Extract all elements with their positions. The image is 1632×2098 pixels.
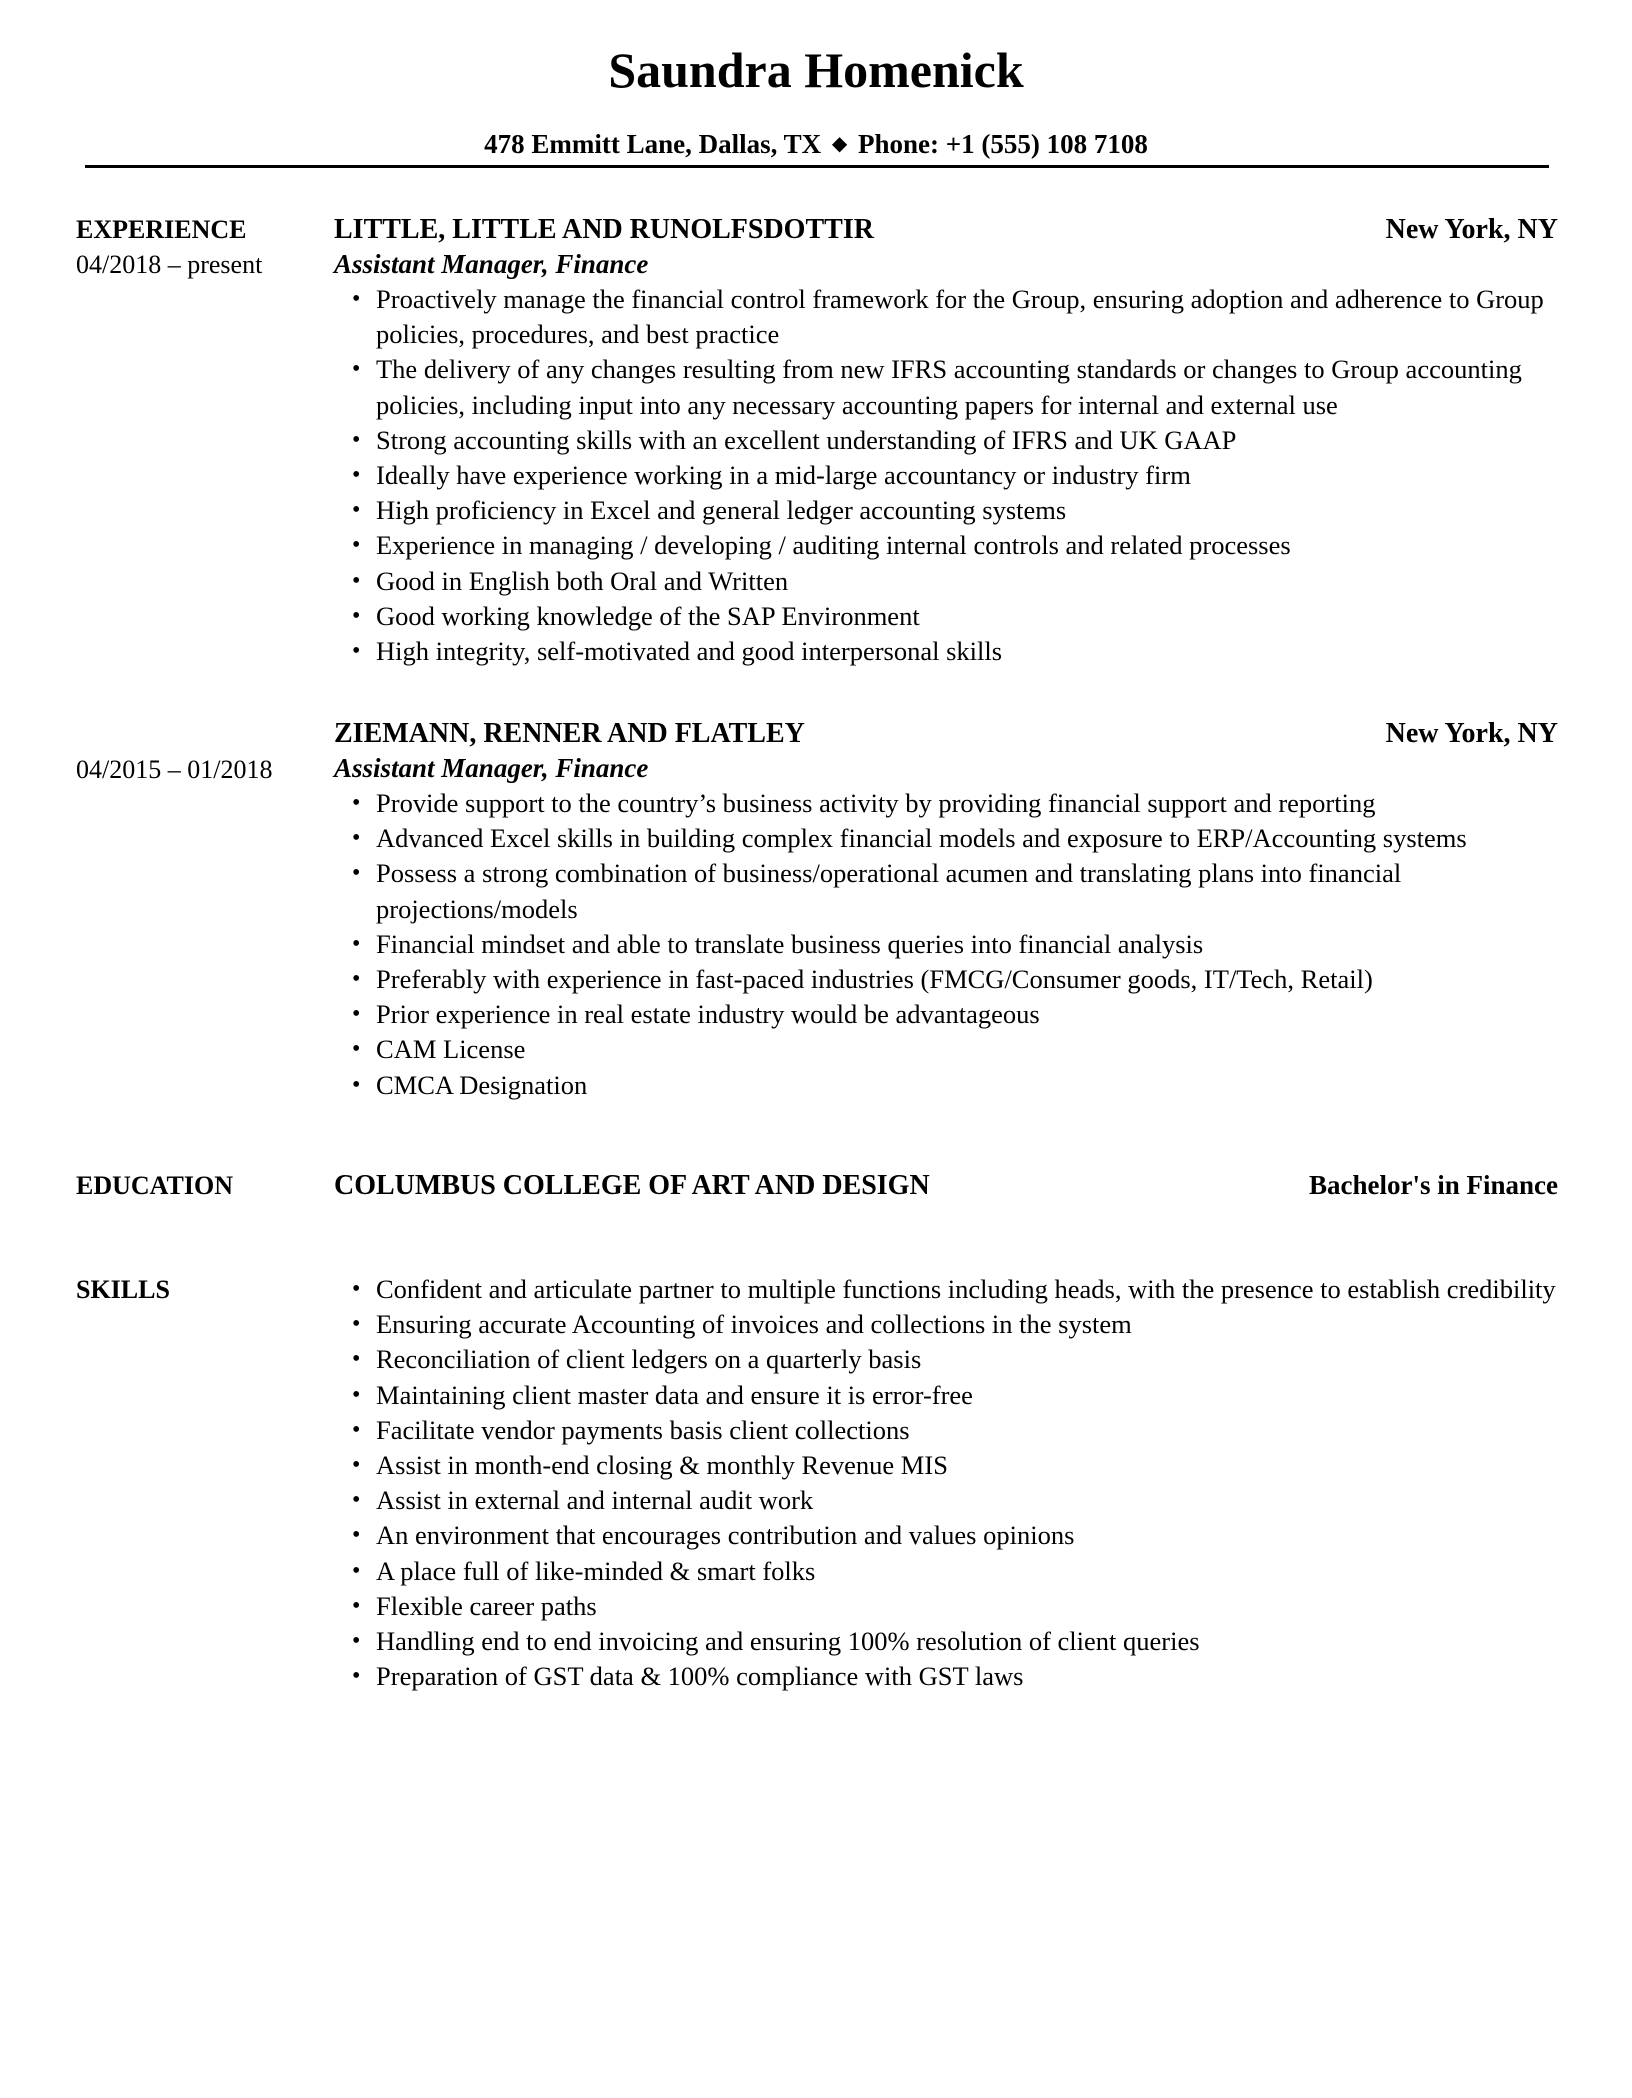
skill-item: • Handling end to end invoicing and ensuring 100% resolution of client queries	[376, 1624, 1558, 1659]
bullet-item: • Experience in managing / developing / auditing internal controls and related processes	[376, 528, 1558, 563]
contact-line	[0, 126, 1632, 162]
bullet-item: • The delivery of any changes resulting from new IFRS accounting standards or changes to Group accounting policies, including input into any necessary accounting papers for internal and external use	[376, 352, 1558, 422]
skill-item: • Assist in external and internal audit work	[376, 1483, 1558, 1518]
bullet-item: • High proficiency in Excel and general ledger accounting systems	[376, 493, 1558, 528]
school-name: COLUMBUS COLLEGE OF ART AND DESIGN	[334, 1170, 930, 1201]
company-name: ZIEMANN, RENNER AND FLATLEY	[334, 718, 805, 749]
diamond-separator-icon: ◆	[831, 133, 848, 155]
address: 478 Emmitt Lane, Dallas, TX	[484, 129, 822, 159]
bullet-item: • CAM License	[376, 1032, 1558, 1067]
company-name: LITTLE, LITTLE AND RUNOLFSDOTTIR	[334, 214, 874, 245]
skill-item: • Facilitate vendor payments basis client collections	[376, 1413, 1558, 1448]
education-entry	[334, 1168, 1558, 1203]
skill-item: • Maintaining client master data and ensure it is error-free	[376, 1378, 1558, 1413]
skill-item: • An environment that encourages contribution and values opinions	[376, 1518, 1558, 1553]
bullet-item: • Proactively manage the financial control framework for the Group, ensuring adoption and adherence to Group policies, procedures, and best practice	[376, 282, 1558, 352]
bullet-item: • Strong accounting skills with an excellent understanding of IFRS and UK GAAP	[376, 423, 1558, 458]
bullet-item: • Preferably with experience in fast-paced industries (FMCG/Consumer goods, IT/Tech, Retail)	[376, 962, 1558, 997]
section-label-education: EDUCATION	[76, 1171, 233, 1200]
section-label-experience: EXPERIENCE	[76, 215, 247, 244]
bullet-item: • Prior experience in real estate industry would be advantageous	[376, 997, 1558, 1032]
skill-item: • Assist in month-end closing & monthly Revenue MIS	[376, 1448, 1558, 1483]
skill-item: • Confident and articulate partner to multiple functions including heads, with the presence to establish credibility	[376, 1272, 1558, 1307]
bullet-item: • Advanced Excel skills in building complex financial models and exposure to ERP/Accounting systems	[376, 821, 1558, 856]
job-location: New York, NY	[1385, 718, 1558, 749]
section-label-skills: SKILLS	[76, 1275, 170, 1304]
bullet-item: • Possess a strong combination of business/operational acumen and translating plans into financial projections/models	[376, 856, 1558, 926]
skill-item: • Ensuring accurate Accounting of invoices and collections in the system	[376, 1307, 1558, 1342]
candidate-name: Saundra Homenick	[608, 42, 1024, 98]
job-dates: 04/2018 – present	[76, 250, 263, 279]
skills-list	[334, 1272, 1558, 1694]
job-bullets	[334, 282, 1558, 669]
job-title: Assistant Manager, Finance	[334, 753, 649, 783]
job-dates: 04/2015 – 01/2018	[76, 755, 273, 784]
degree: Bachelor's in Finance	[1309, 1170, 1558, 1200]
job-location: New York, NY	[1385, 214, 1558, 245]
job-bullets	[334, 786, 1558, 1103]
skill-item: • A place full of like-minded & smart folks	[376, 1554, 1558, 1589]
bullet-item: • Financial mindset and able to translate business queries into financial analysis	[376, 927, 1558, 962]
bullet-item: • Good in English both Oral and Written	[376, 564, 1558, 599]
bullet-item: • Provide support to the country’s business activity by providing financial support and reporting	[376, 786, 1558, 821]
header-divider	[85, 165, 1549, 168]
job-entry	[334, 716, 1558, 1103]
skill-item: • Reconciliation of client ledgers on a quarterly basis	[376, 1342, 1558, 1377]
bullet-item: • CMCA Designation	[376, 1068, 1558, 1103]
bullet-item: • High integrity, self-motivated and good interpersonal skills	[376, 634, 1558, 669]
job-title: Assistant Manager, Finance	[334, 249, 649, 279]
bullet-item: • Ideally have experience working in a mid-large accountancy or industry firm	[376, 458, 1558, 493]
skill-item: • Flexible career paths	[376, 1589, 1558, 1624]
phone: Phone: +1 (555) 108 7108	[858, 129, 1148, 159]
job-entry	[334, 212, 1558, 669]
skill-item: • Preparation of GST data & 100% compliance with GST laws	[376, 1659, 1558, 1694]
bullet-item: • Good working knowledge of the SAP Environment	[376, 599, 1558, 634]
